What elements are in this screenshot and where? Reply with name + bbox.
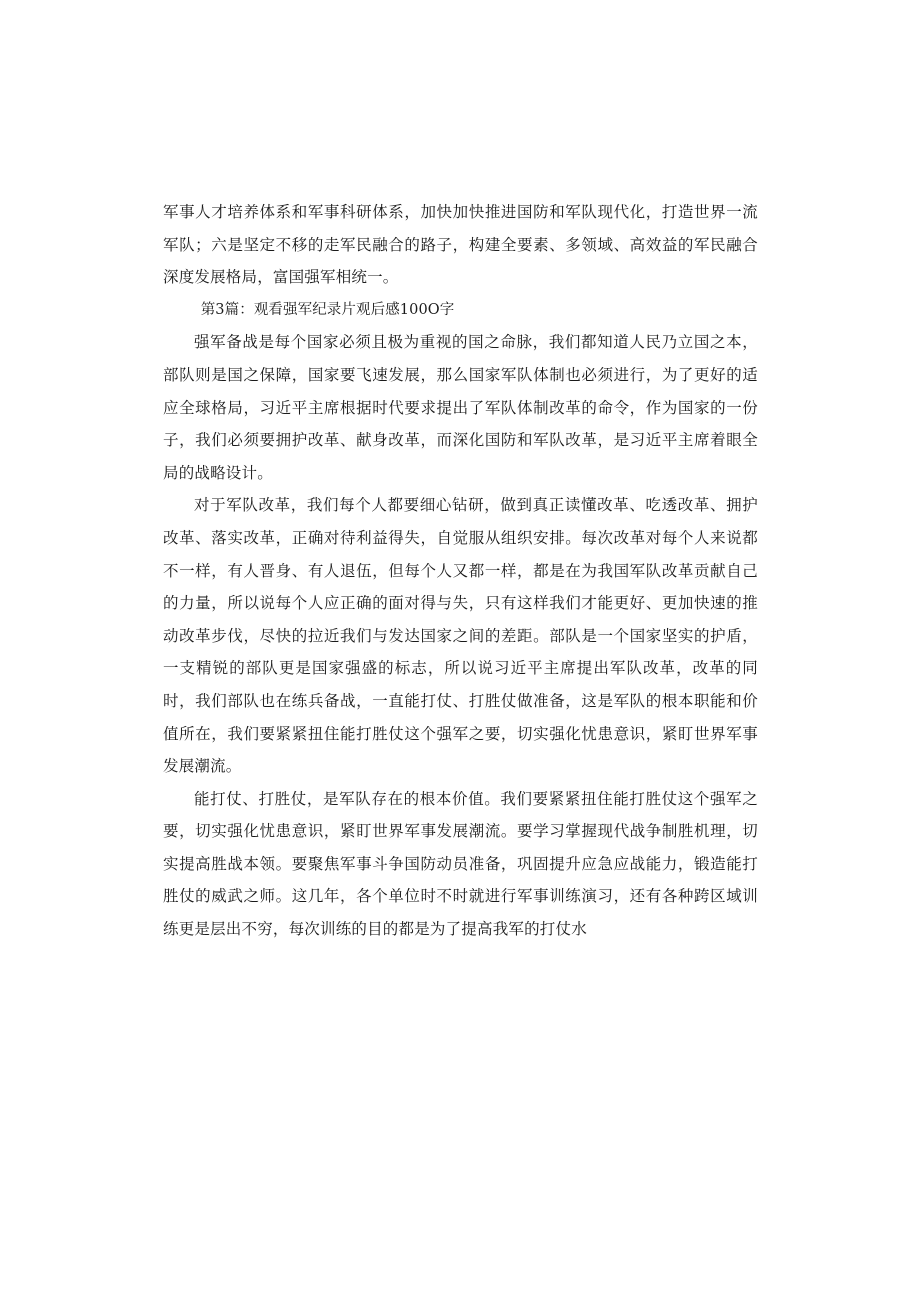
paragraph: 能打仗、打胜仗，是军队存在的根本价值。我们要紧紧扭住能打胜仗这个强军之要，切实强化忧患意识，紧盯世界军事发展潮流。要学习掌握现代战争制胜机理，切实提高胜战本领。要聚焦军事斗争国防动员准备，巩固提升应急应战能力，锻造能打胜仗的威武之师。这几年，各个单位时不时就进行军事训练演习，还有各种跨区域训练更是层出不穷，每次训练的目的都是为了提高我军的打仗水 — [163, 789, 758, 939]
document-page — [163, 196, 758, 946]
paragraph-continuation: 军事人才培养体系和军事科研体系，加快加快推进国防和军队现代化，打造世界一流军队；六是坚定不移的走军民融合的路子，构建全要素、多领域、高效益的军民融合深度发展格局，富国强军相统一。 — [163, 203, 758, 287]
paragraph: 强军备战是每个国家必须且极为重视的国之命脉，我们都知道人民乃立国之本，部队则是国之保障，国家要飞速发展，那么国家军队体制也必须进行，为了更好的适应全球格局，习近平主席根据时代要求提出了军队体制改革的命令，作为国家的一份子，我们必须要拥护改革、献身改革，而深化国防和军队改革，是习近平主席着眼全局的战略设计。 — [163, 333, 758, 482]
section-heading: 第3篇：观看强军纪录片观后感100O字 — [200, 301, 455, 318]
paragraph: 对于军队改革，我们每个人都要细心钻研，做到真正读懂改革、吃透改革、拥护改革、落实改革，正确对待利益得失，自觉服从组织安排。每次改革对每个人来说都不一样，有人晋身、有人退伍，但每个人又都一样，都是在为我国军队改革贡献自己的力量，所以说每个人应正确的面对得与失，只有这样我们才能更好、更加快速的推动改革步伐，尽快的拉近我们与发达国家之间的差距。部队是一个国家坚实的护盾，一支精锐的部队更是国家强盛的标志，所以说习近平主席提出军队改革，改革的同时，我们部队也在练兵备战，一直能打仗、打胜仗做准备，这是军队的根本职能和价值所在，我们要紧紧扭住能打胜仗这个强军之要，切实强化忧患意识，紧盯世界军事发展潮流。 — [163, 496, 758, 776]
